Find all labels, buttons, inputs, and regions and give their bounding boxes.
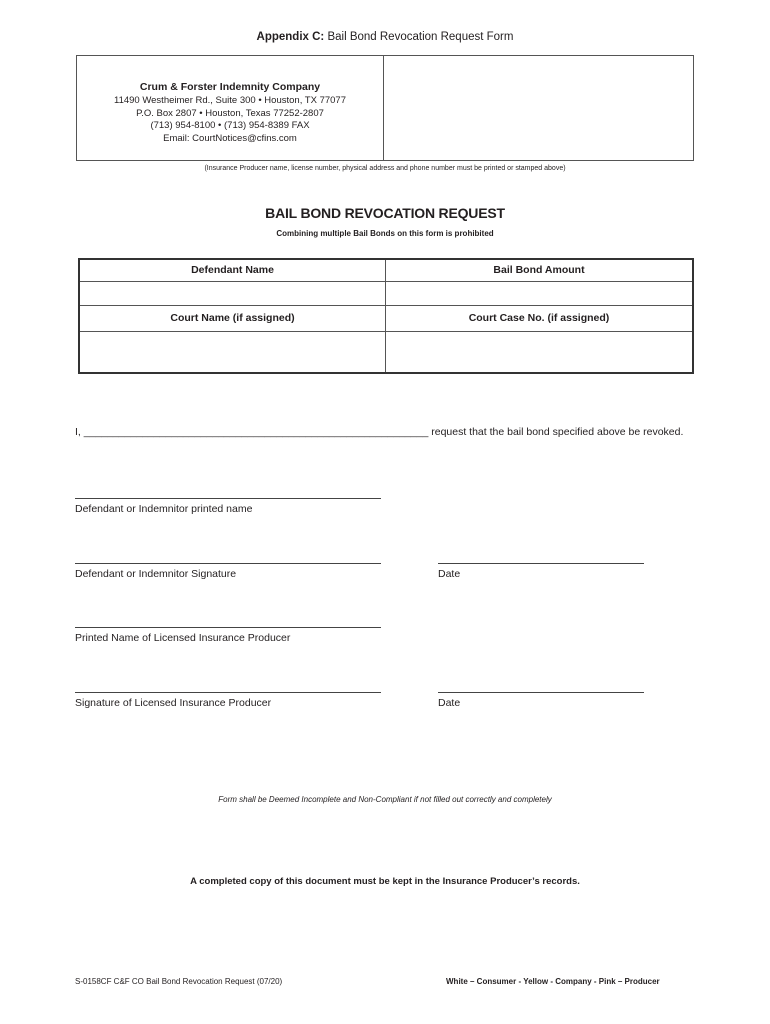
statement-prefix: I, [75,426,81,438]
company-email: Email: CourtNotices@cfins.com [163,132,297,144]
producer-stamp-area[interactable] [384,56,693,160]
case-no-header: Court Case No. (if assigned) [386,305,694,331]
court-name-field[interactable] [79,331,386,373]
company-name: Crum & Forster Indemnity Company [139,81,321,93]
date-label-1: Date [438,568,461,580]
bond-amount-header: Bail Bond Amount [386,259,694,281]
defendant-name-field[interactable] [79,281,386,305]
appendix-label: Appendix C: [256,31,325,43]
statement-suffix: request that the bail bond specified above be revoked. [431,426,684,438]
producer-signature-label: Signature of Licensed Insurance Producer [75,697,272,709]
date-line-1[interactable] [438,563,644,564]
copy-distribution: White – Consumer - Yellow - Company - Pink – Producer [446,977,660,986]
producer-name-label: Printed Name of Licensed Insurance Producer [75,632,291,644]
company-address-2: P.O. Box 2807 • Houston, Texas 77252-2807 [136,107,324,119]
court-name-header: Court Name (if assigned) [79,305,386,331]
indemnitor-signature-line[interactable] [75,563,381,564]
printed-name-line[interactable] [75,498,381,499]
form-subtitle: Combining multiple Bail Bonds on this form is prohibited [276,229,494,238]
producer-signature-block [75,692,381,709]
printed-name-label: Defendant or Indemnitor printed name [75,503,253,515]
printed-name-block [75,498,381,515]
appendix-title: Bail Bond Revocation Request Form [327,31,514,43]
revocation-statement [75,426,683,438]
bond-details-table [78,258,694,374]
incomplete-note: Form shall be Deemed Incomplete and Non-Compliant if not filled out correctly and completely [218,795,552,804]
requester-name-blank[interactable]: ___________________________________________________________ [83,426,429,438]
indemnitor-signature-block [75,563,381,580]
form-title: BAIL BOND REVOCATION REQUEST [265,205,505,221]
date-block-1 [438,563,644,580]
defendant-name-header: Defendant Name [79,259,386,281]
company-phone: (713) 954-8100 • (713) 954-8389 FAX [150,120,310,131]
bond-amount-field[interactable] [386,281,694,305]
producer-name-block [75,627,381,644]
records-note: A completed copy of this document must be kept in the Insurance Producer’s records. [190,876,580,887]
company-address-1: 11490 Westheimer Rd., Suite 300 • Houston, TX 77077 [114,95,346,106]
producer-signature-line[interactable] [75,692,381,693]
producer-name-line[interactable] [75,627,381,628]
date-block-2 [438,692,644,709]
producer-note: (Insurance Producer name, license number, physical address and phone number must be printed or stamped above) [204,165,566,172]
company-info [77,56,384,160]
appendix-heading [0,31,770,43]
date-label-2: Date [438,697,461,709]
form-number: S-0158CF C&F CO Bail Bond Revocation Request (07/20) [75,977,283,986]
date-line-2[interactable] [438,692,644,693]
producer-header-box [76,55,694,161]
indemnitor-signature-label: Defendant or Indemnitor Signature [75,568,237,580]
case-no-field[interactable] [386,331,694,373]
